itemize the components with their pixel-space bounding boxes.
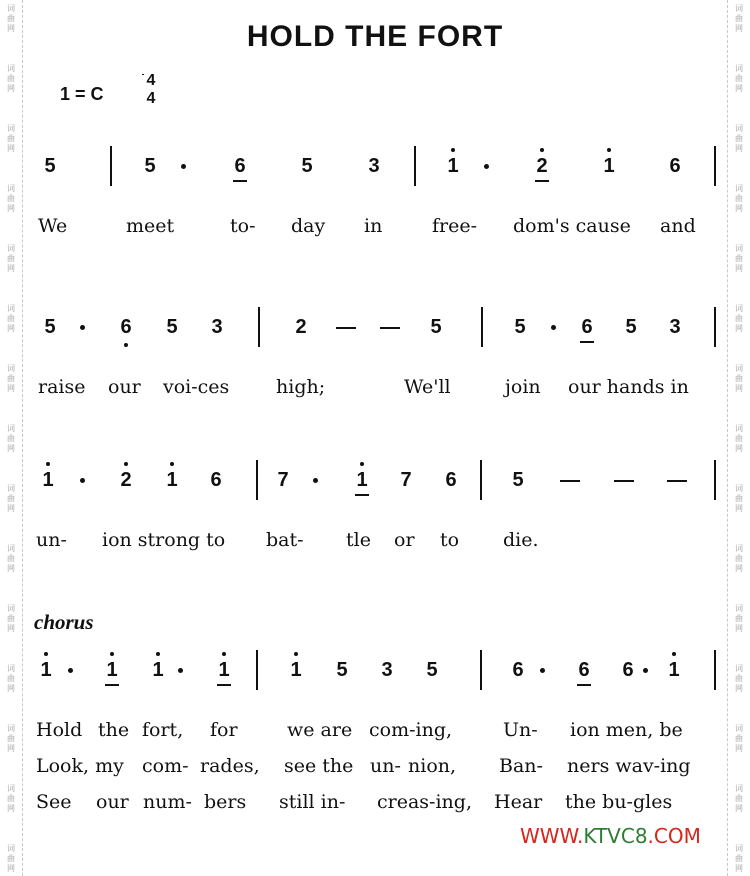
lyric-syllable: ion men, be bbox=[570, 719, 683, 741]
time-signature bbox=[142, 72, 160, 108]
lyric-syllable: in bbox=[364, 215, 383, 237]
lyric-syllable: un- bbox=[36, 529, 67, 551]
song-title: HOLD THE FORT bbox=[246, 20, 504, 53]
chorus-label: chorus bbox=[34, 610, 94, 634]
lyric-syllable: or bbox=[394, 529, 415, 551]
margin-watermark: 词 曲 网 bbox=[735, 184, 743, 213]
margin-watermark: 词 曲 网 bbox=[735, 4, 743, 33]
note: 1 bbox=[284, 650, 308, 690]
augmentation-dot bbox=[80, 478, 85, 483]
lyric-syllable: fort, bbox=[142, 719, 184, 741]
margin-watermark: 词 曲 网 bbox=[7, 304, 15, 333]
note: 2 bbox=[295, 316, 307, 338]
lyric-syllable: com-ing, bbox=[369, 719, 453, 741]
lyric-line-5 bbox=[0, 752, 750, 780]
margin-watermark: 词 曲 网 bbox=[7, 664, 15, 693]
note: 1 bbox=[34, 650, 58, 690]
augmentation-dot bbox=[484, 164, 489, 169]
lyric-syllable: tle bbox=[346, 529, 371, 551]
lyric-syllable: ners wav-ing bbox=[567, 755, 691, 777]
note: 1 bbox=[160, 460, 184, 500]
note: 6 bbox=[572, 650, 596, 690]
margin-watermark: 词 曲 网 bbox=[7, 244, 15, 273]
note: 6 bbox=[622, 659, 634, 681]
margin-watermark: 词 曲 网 bbox=[735, 664, 743, 693]
lyric-syllable: die. bbox=[503, 529, 539, 551]
lyric-syllable: nion, bbox=[408, 755, 457, 777]
note: 1 bbox=[597, 146, 621, 186]
augmentation-dot bbox=[80, 325, 85, 330]
augmentation-dot bbox=[551, 325, 556, 330]
note: 5 bbox=[512, 469, 524, 491]
note: 6 bbox=[575, 307, 599, 347]
augmentation-dot bbox=[540, 668, 545, 673]
note: 7 bbox=[400, 469, 412, 491]
bar-line bbox=[714, 146, 716, 186]
margin-watermark: 词 曲 网 bbox=[735, 724, 743, 753]
lyric-syllable: bers bbox=[204, 791, 247, 813]
margin-watermark: 词 曲 网 bbox=[7, 724, 15, 753]
lyric-syllable: high; bbox=[276, 376, 326, 398]
lyric-syllable: bat- bbox=[266, 529, 304, 551]
lyric-syllable: raise bbox=[38, 376, 86, 398]
note: 5 bbox=[166, 316, 178, 338]
margin-watermark: 词 曲 网 bbox=[7, 64, 15, 93]
margin-watermark: 词 曲 网 bbox=[735, 604, 743, 633]
note: 5 bbox=[426, 659, 438, 681]
lyric-syllable: com- bbox=[142, 755, 189, 777]
bar-line bbox=[258, 307, 260, 347]
lyric-syllable: We bbox=[38, 215, 68, 237]
lyric-syllable: and bbox=[660, 215, 696, 237]
margin-watermark: 词 曲 网 bbox=[735, 844, 743, 873]
notation-system-2 bbox=[0, 307, 750, 347]
lyric-syllable: See bbox=[36, 791, 72, 813]
lyric-syllable: voi-ces bbox=[163, 376, 230, 398]
lyric-syllable: see the bbox=[284, 755, 354, 777]
lyric-syllable: Un- bbox=[503, 719, 538, 741]
bar-line bbox=[480, 650, 482, 690]
lyric-syllable: still in- bbox=[279, 791, 346, 813]
bar-line bbox=[714, 650, 716, 690]
website-prefix: WWW. bbox=[520, 824, 584, 848]
lyric-line-1 bbox=[0, 212, 750, 240]
note: 7 bbox=[277, 469, 289, 491]
note: 5 bbox=[44, 155, 56, 177]
lyric-syllable: dom's cause bbox=[513, 215, 631, 237]
note: 5 bbox=[430, 316, 442, 338]
bar-line bbox=[480, 460, 482, 500]
note: 6 bbox=[445, 469, 457, 491]
time-signature-top: 4 bbox=[146, 72, 156, 89]
lyric-syllable: ion strong to bbox=[102, 529, 226, 551]
note: 1 bbox=[662, 650, 686, 690]
notation-system-1 bbox=[0, 146, 750, 186]
note: 1 bbox=[36, 460, 60, 500]
lyric-syllable: Hold bbox=[36, 719, 83, 741]
margin-watermark: 词 曲 网 bbox=[7, 844, 15, 873]
time-signature-bottom: 4 bbox=[146, 90, 156, 107]
lyric-syllable: our hands in bbox=[568, 376, 689, 398]
note: 5 bbox=[625, 316, 637, 338]
note: 5 bbox=[336, 659, 348, 681]
note: 6 bbox=[210, 469, 222, 491]
lyric-syllable: to- bbox=[230, 215, 256, 237]
augmentation-dot bbox=[181, 164, 186, 169]
note: 3 bbox=[669, 316, 681, 338]
lyric-syllable: our bbox=[108, 376, 141, 398]
lyric-syllable: join bbox=[505, 376, 541, 398]
website-suffix: .COM bbox=[647, 824, 701, 848]
margin-watermark: 词 曲 网 bbox=[735, 124, 743, 153]
margin-watermark: 词 曲 网 bbox=[7, 364, 15, 393]
margin-watermark: 词 曲 网 bbox=[7, 544, 15, 573]
augmentation-dot bbox=[178, 668, 183, 673]
margin-watermark: 词 曲 网 bbox=[735, 544, 743, 573]
lyric-line-4 bbox=[0, 716, 750, 744]
extension-dash bbox=[667, 480, 687, 482]
bar-line bbox=[414, 146, 416, 186]
lyric-syllable: rades, bbox=[200, 755, 260, 777]
bar-line bbox=[714, 460, 716, 500]
note: 2 bbox=[530, 146, 554, 186]
note: 5 bbox=[301, 155, 313, 177]
lyric-syllable: Hear bbox=[494, 791, 543, 813]
lyric-syllable: the bbox=[98, 719, 130, 741]
note: 1 bbox=[212, 650, 236, 690]
extension-dash bbox=[560, 480, 580, 482]
note: 1 bbox=[350, 460, 374, 500]
left-margin-strip bbox=[0, 0, 23, 876]
note: 6 bbox=[228, 146, 252, 186]
margin-watermark: 词 曲 网 bbox=[7, 604, 15, 633]
margin-watermark: 词 曲 网 bbox=[735, 784, 743, 813]
margin-watermark: 词 曲 网 bbox=[735, 364, 743, 393]
margin-watermark: 词 曲 网 bbox=[735, 244, 743, 273]
notation-system-3 bbox=[0, 460, 750, 500]
right-margin-strip bbox=[727, 0, 750, 876]
lyric-syllable: meet bbox=[126, 215, 175, 237]
margin-watermark: 词 曲 网 bbox=[7, 4, 15, 33]
lyric-line-2 bbox=[0, 373, 750, 401]
note: 1 bbox=[146, 650, 170, 690]
lyric-syllable: num- bbox=[143, 791, 192, 813]
lyric-syllable: we are bbox=[287, 719, 353, 741]
margin-watermark: 词 曲 网 bbox=[735, 424, 743, 453]
margin-watermark: 词 曲 网 bbox=[7, 784, 15, 813]
bar-line bbox=[256, 650, 258, 690]
lyric-syllable: un- bbox=[370, 755, 401, 777]
bar-line bbox=[481, 307, 483, 347]
lyric-syllable: creas-ing, bbox=[377, 791, 472, 813]
extension-dash bbox=[380, 327, 400, 329]
margin-watermark: 词 曲 网 bbox=[7, 424, 15, 453]
augmentation-dot bbox=[313, 478, 318, 483]
note: 5 bbox=[144, 155, 156, 177]
lyric-syllable: Ban- bbox=[499, 755, 543, 777]
lyric-syllable: We'll bbox=[404, 376, 451, 398]
lyric-syllable: Look, my bbox=[36, 755, 124, 777]
note: 5 bbox=[44, 316, 56, 338]
lyric-syllable: the bu-gles bbox=[565, 791, 673, 813]
bar-line bbox=[714, 307, 716, 347]
note: 1 bbox=[100, 650, 124, 690]
margin-watermark: 词 曲 网 bbox=[7, 484, 15, 513]
margin-watermark: 词 曲 网 bbox=[735, 64, 743, 93]
extension-dash bbox=[336, 327, 356, 329]
notation-system-4 bbox=[0, 650, 750, 690]
note: 2 bbox=[114, 460, 138, 500]
extension-dash bbox=[614, 480, 634, 482]
lyric-line-3 bbox=[0, 526, 750, 554]
margin-watermark: 词 曲 网 bbox=[7, 184, 15, 213]
lyric-syllable: free- bbox=[432, 215, 478, 237]
lyric-syllable: to bbox=[440, 529, 460, 551]
key-signature: 1 = C bbox=[60, 84, 104, 104]
margin-watermark: 词 曲 网 bbox=[7, 124, 15, 153]
website-watermark[interactable] bbox=[520, 824, 701, 848]
bar-line bbox=[110, 146, 112, 186]
note: 3 bbox=[211, 316, 223, 338]
note: 1 bbox=[441, 146, 465, 186]
augmentation-dot bbox=[68, 668, 73, 673]
margin-watermark: 词 曲 网 bbox=[735, 304, 743, 333]
note: 6 bbox=[669, 155, 681, 177]
website-name: KTVC8 bbox=[583, 824, 648, 848]
lyric-syllable: day bbox=[291, 215, 326, 237]
note: 3 bbox=[381, 659, 393, 681]
note: 5 bbox=[514, 316, 526, 338]
note: 6 bbox=[114, 307, 138, 347]
augmentation-dot bbox=[643, 668, 648, 673]
note: 3 bbox=[368, 155, 380, 177]
note: 6 bbox=[512, 659, 524, 681]
margin-watermark: 词 曲 网 bbox=[735, 484, 743, 513]
lyric-syllable: our bbox=[96, 791, 129, 813]
bar-line bbox=[256, 460, 258, 500]
lyric-line-6 bbox=[0, 788, 750, 816]
lyric-syllable: for bbox=[210, 719, 238, 741]
